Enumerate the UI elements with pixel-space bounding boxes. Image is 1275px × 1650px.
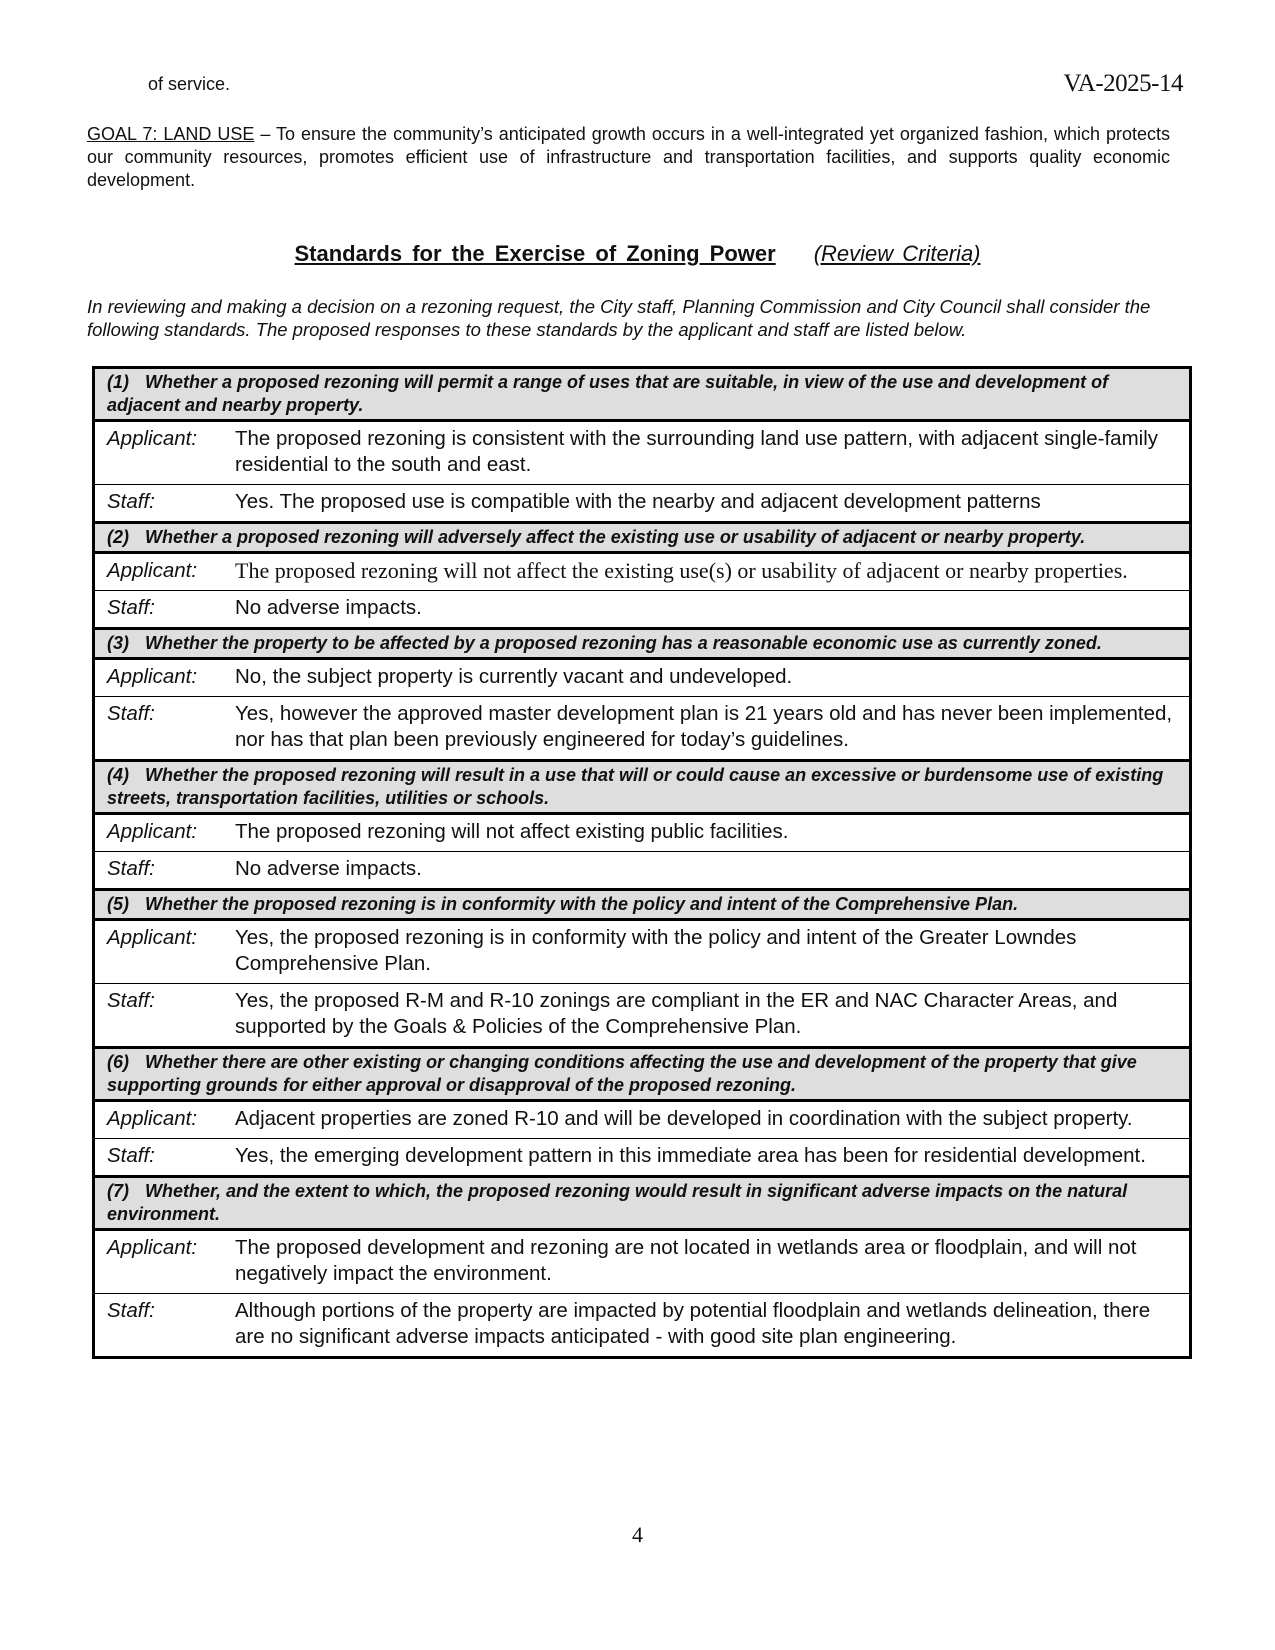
criterion-question-cell	[94, 890, 1191, 920]
applicant-label: Applicant:	[107, 820, 198, 843]
staff-response-text: Yes, the proposed R-M and R-10 zonings are compliant in the ER and NAC Character Areas, and supported by the Goals & Policies of the Comprehensive Plan.	[235, 989, 1118, 1038]
section-title: Standards for the Exercise of Zoning Power	[294, 241, 776, 266]
applicant-response-row	[94, 1101, 1191, 1139]
applicant-label: Applicant:	[107, 1236, 198, 1259]
criterion-header-row	[94, 890, 1191, 920]
carryover-text: of service.	[148, 74, 231, 94]
applicant-response-cell	[94, 1101, 1191, 1139]
criterion-question-cell	[94, 368, 1191, 421]
goal-text: – To ensure the community’s anticipated growth occurs in a well-integrated yet organized fashion, which protects our community resources, promotes efficient use of infrastructure and transportation facilities, and supports quality economic development.	[87, 124, 1170, 190]
staff-label: Staff:	[107, 857, 155, 880]
staff-label: Staff:	[107, 989, 155, 1012]
staff-response-row	[94, 697, 1191, 761]
applicant-response-cell	[94, 659, 1191, 697]
section-heading	[0, 241, 1275, 267]
applicant-response-text: The proposed rezoning will not affect the existing use(s) or usability of adjacent or nearby properties.	[235, 558, 1128, 583]
criterion-question: Whether the proposed rezoning will result in a use that will or could cause an excessive or burdensome use of existing streets, transportation facilities, utilities or schools.	[107, 765, 1164, 808]
criterion-question: Whether a proposed rezoning will adversely affect the existing use or usability of adjacent or nearby property.	[145, 527, 1086, 547]
applicant-response-text: Adjacent properties are zoned R-10 and will be developed in coordination with the subject property.	[235, 1107, 1133, 1130]
applicant-response-cell	[94, 1230, 1191, 1294]
criterion-question-cell	[94, 1048, 1191, 1101]
criterion-header-row	[94, 629, 1191, 659]
criterion-header-row	[94, 1048, 1191, 1101]
applicant-label: Applicant:	[107, 427, 198, 450]
criterion-number: (2)	[107, 527, 129, 547]
applicant-response-text: No, the subject property is currently vacant and undeveloped.	[235, 665, 793, 688]
applicant-response-cell	[94, 920, 1191, 984]
criterion-number: (7)	[107, 1181, 129, 1201]
applicant-label: Applicant:	[107, 665, 198, 688]
staff-response-row	[94, 1139, 1191, 1177]
applicant-response-cell	[94, 421, 1191, 485]
staff-label: Staff:	[107, 702, 155, 725]
applicant-response-cell	[94, 553, 1191, 591]
staff-response-cell	[94, 984, 1191, 1048]
applicant-label: Applicant:	[107, 559, 198, 582]
applicant-response-row	[94, 814, 1191, 852]
staff-response-row	[94, 591, 1191, 629]
staff-response-row	[94, 485, 1191, 523]
staff-response-cell	[94, 697, 1191, 761]
applicant-response-row	[94, 1230, 1191, 1294]
staff-label: Staff:	[107, 596, 155, 619]
section-intro: In reviewing and making a decision on a rezoning request, the City staff, Planning Commission and City Council shall consider the following standards. The proposed responses to these standards by the applicant and staff are listed below.	[87, 296, 1151, 340]
criterion-number: (5)	[107, 894, 129, 914]
applicant-response-row	[94, 421, 1191, 485]
criterion-number: (1)	[107, 372, 129, 392]
staff-label: Staff:	[107, 490, 155, 513]
staff-response-text: Yes. The proposed use is compatible with the nearby and adjacent development patterns	[235, 490, 1041, 513]
staff-response-row	[94, 984, 1191, 1048]
applicant-response-row	[94, 553, 1191, 591]
goal-label: GOAL 7: LAND USE	[87, 124, 255, 144]
staff-label: Staff:	[107, 1144, 155, 1167]
applicant-response-text: The proposed development and rezoning are not located in wetlands area or floodplain, and will not negatively impact the environment.	[235, 1236, 1137, 1285]
staff-response-cell	[94, 1139, 1191, 1177]
staff-response-text: No adverse impacts.	[235, 857, 422, 880]
applicant-response-row	[94, 659, 1191, 697]
criterion-header-row	[94, 1177, 1191, 1230]
criterion-number: (4)	[107, 765, 129, 785]
staff-response-row	[94, 1294, 1191, 1358]
section-subtitle: (Review Criteria)	[813, 241, 981, 266]
document-id: VA-2025-14	[1063, 70, 1183, 97]
staff-response-row	[94, 852, 1191, 890]
criterion-question: Whether a proposed rezoning will permit a range of uses that are suitable, in view of the use and development of adjacent and nearby property.	[107, 372, 1109, 415]
applicant-response-text: The proposed rezoning is consistent with the surrounding land use pattern, with adjacent single-family residential to the south and east.	[235, 427, 1159, 476]
staff-response-cell	[94, 1294, 1191, 1358]
review-criteria-table	[92, 366, 1192, 1359]
staff-response-cell	[94, 591, 1191, 629]
applicant-label: Applicant:	[107, 1107, 198, 1130]
staff-response-cell	[94, 852, 1191, 890]
criterion-question: Whether there are other existing or changing conditions affecting the use and development of the property that give supporting grounds for either approval or disapproval of the proposed rezoning.	[107, 1052, 1137, 1095]
applicant-response-text: Yes, the proposed rezoning is in conformity with the policy and intent of the Greater Lowndes Comprehensive Plan.	[235, 926, 1077, 975]
staff-response-text: No adverse impacts.	[235, 596, 422, 619]
page-number: 4	[632, 1522, 643, 1547]
criterion-header-row	[94, 368, 1191, 421]
criterion-question-cell	[94, 1177, 1191, 1230]
criterion-question-cell	[94, 523, 1191, 553]
staff-response-cell	[94, 485, 1191, 523]
criterion-question: Whether the property to be affected by a proposed rezoning has a reasonable economic use as currently zoned.	[145, 633, 1102, 653]
applicant-response-cell	[94, 814, 1191, 852]
criterion-number: (6)	[107, 1052, 129, 1072]
criterion-question: Whether the proposed rezoning is in conformity with the policy and intent of the Comprehensive Plan.	[145, 894, 1019, 914]
staff-response-text: Yes, the emerging development pattern in this immediate area has been for residential development.	[235, 1144, 1146, 1167]
criterion-question: Whether, and the extent to which, the proposed rezoning would result in significant adverse impacts on the natural environment.	[107, 1181, 1128, 1224]
applicant-response-text: The proposed rezoning will not affect existing public facilities.	[235, 820, 789, 843]
criterion-question-cell	[94, 761, 1191, 814]
goal-paragraph	[87, 123, 1170, 192]
staff-response-text: Yes, however the approved master development plan is 21 years old and has never been implemented, nor has that plan been previously engineered for today’s guidelines.	[235, 702, 1173, 751]
applicant-label: Applicant:	[107, 926, 198, 949]
criterion-number: (3)	[107, 633, 129, 653]
criterion-question-cell	[94, 629, 1191, 659]
applicant-response-row	[94, 920, 1191, 984]
criterion-header-row	[94, 761, 1191, 814]
staff-label: Staff:	[107, 1299, 155, 1322]
criterion-header-row	[94, 523, 1191, 553]
staff-response-text: Although portions of the property are impacted by potential floodplain and wetlands delineation, there are no significant adverse impacts anticipated - with good site plan engineering.	[235, 1299, 1151, 1348]
